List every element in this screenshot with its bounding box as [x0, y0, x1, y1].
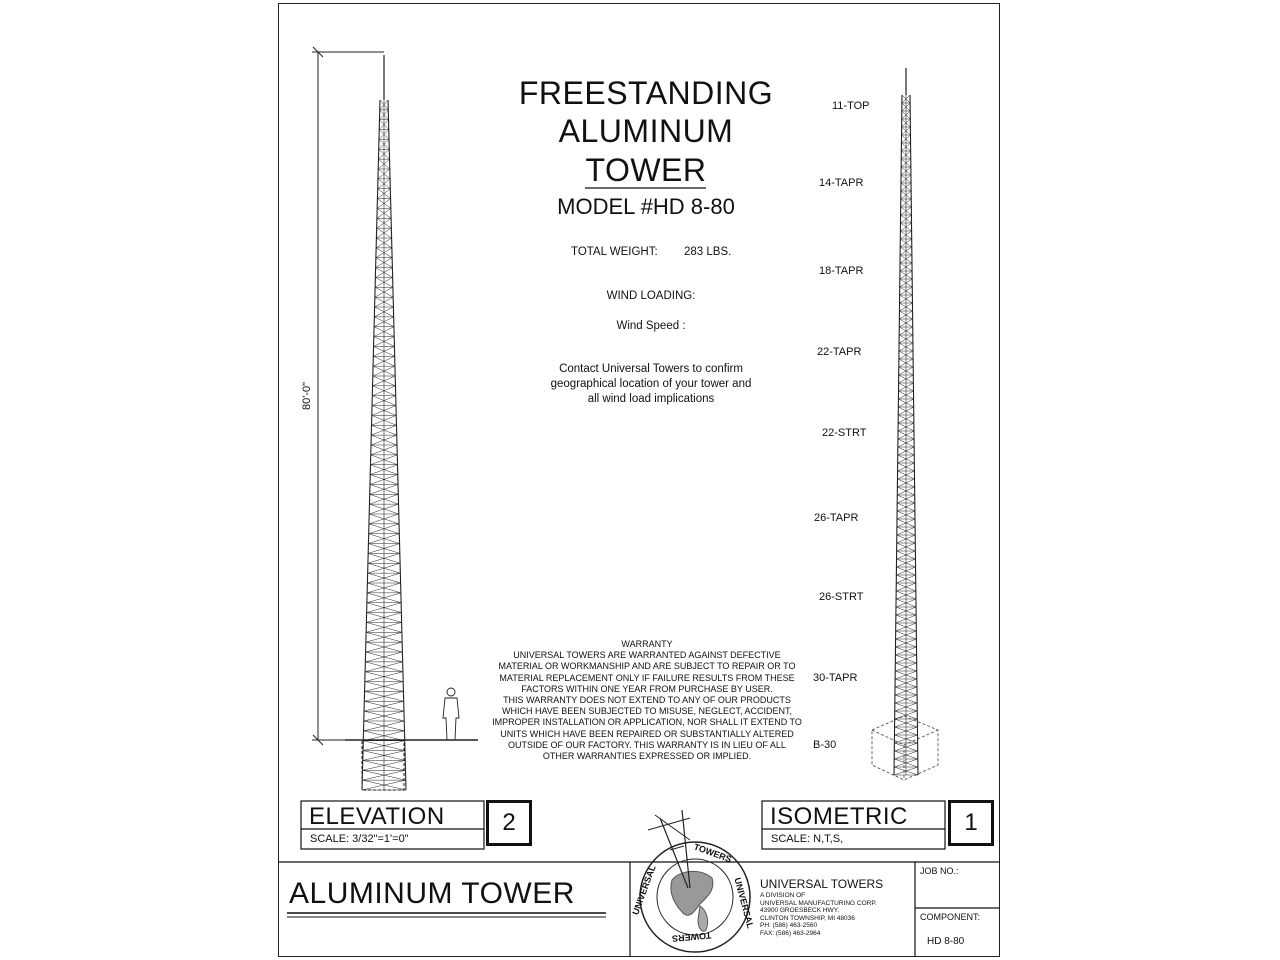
warranty-line: IMPROPER INSTALLATION OR APPLICATION, NOR SHALL IT EXTEND TO: [492, 717, 802, 728]
title-line-1: FREESTANDING: [518, 75, 774, 111]
drawing-title: ALUMINUM TOWER: [289, 877, 575, 910]
section-label: 26-STRT: [819, 591, 864, 603]
contact-line-1: Contact Universal Towers to confirm: [559, 363, 743, 375]
section-label: B-30: [813, 739, 837, 751]
elevation-scale: SCALE: 3/32"=1'=0": [310, 833, 409, 845]
weight-label: TOTAL WEIGHT:: [571, 246, 658, 258]
section-label: 30-TAPR: [813, 672, 858, 684]
elevation-view-number: 2: [486, 800, 532, 846]
wind-loading-label: WIND LOADING:: [606, 290, 696, 302]
warranty-line: OUTSIDE OF OUR FACTORY. THIS WARRANTY IS IN LIEU OF ALL: [508, 739, 786, 750]
logo-text-left: UNIVERSAL: [630, 863, 658, 917]
section-label: 11-TOP: [832, 100, 870, 112]
logo-text-top: TOWERS: [692, 841, 733, 865]
title-line-3: TOWER: [585, 152, 707, 188]
address-line-2: CLINTON TOWNSHIP, MI 48036: [760, 914, 855, 922]
isometric-title: ISOMETRIC: [770, 803, 908, 830]
contact-line-3: all wind load implications: [587, 393, 715, 405]
warranty-line: WHICH HAVE BEEN SUBJECTED TO MISUSE, NEGLECT, ACCIDENT,: [501, 706, 793, 717]
isometric-view-number: 1: [948, 800, 994, 846]
elevation-tower: [362, 55, 406, 790]
warranty-line: UNITS WHICH HAVE BEEN REPAIRED OR SUBSTANTIALLY ALTERED: [500, 728, 794, 739]
component-label: COMPONENT:: [920, 912, 981, 922]
company-name: UNIVERSAL TOWERS: [760, 877, 884, 891]
warranty-block: [482, 639, 812, 762]
contact-line-2: geographical location of your tower and: [550, 378, 752, 390]
elevation-title: ELEVATION: [309, 803, 445, 830]
warranty-line: THIS WARRANTY DOES NOT EXTEND TO ANY OF OUR PRODUCTS: [503, 695, 791, 706]
component-value: HD 8-80: [927, 936, 965, 947]
section-label: 22-STRT: [822, 427, 867, 439]
division-label: A DIVISION OF: [760, 892, 806, 899]
section-label: 22-TAPR: [817, 346, 862, 358]
job-number-label: JOB NO.:: [920, 866, 959, 876]
warranty-line: OTHER WARRANTIES EXPRESSED OR IMPLIED.: [542, 751, 752, 762]
section-label: 18-TAPR: [819, 265, 864, 277]
fax-number: FAX: (586) 463-2964: [760, 929, 821, 937]
warranty-line: UNIVERSAL TOWERS ARE WARRANTED AGAINST DEFECTIVE: [513, 650, 781, 661]
parent-company: UNIVERSAL MANUFACTURING CORP.: [760, 899, 877, 907]
warranty-line: MATERIAL REPLACEMENT ONLY IF FAILURE RESULTS FROM THESE: [499, 672, 795, 683]
warranty-line: MATERIAL OR WORKMANSHIP AND ARE SUBJECT TO REPAIR OR TO: [498, 661, 796, 672]
section-label: 14-TAPR: [819, 177, 864, 189]
warranty-line: FACTORS WITHIN ONE YEAR FROM PURCHASE BY USER.: [521, 683, 773, 694]
wind-speed-label: Wind Speed :: [616, 320, 686, 332]
address-line-1: 43900 GROESBECK HWY.: [760, 907, 839, 914]
isometric-tower: [894, 68, 918, 775]
section-label: 26-TAPR: [814, 512, 859, 524]
model-number: MODEL #HD 8-80: [557, 194, 735, 219]
warranty-heading: WARRANTY: [621, 639, 673, 649]
company-division: [760, 892, 877, 937]
isometric-scale: SCALE: N,T,S,: [771, 833, 844, 845]
logo-text-bottom: TOWERS: [671, 930, 712, 944]
title-line-2: ALUMINUM: [558, 113, 734, 149]
logo-text-right: UNIVERSAL: [732, 876, 756, 930]
weight-value: 283 LBS.: [684, 246, 732, 258]
height-dimension-label: 80'-0": [301, 381, 314, 411]
phone-number: PH: (586) 463-2560: [760, 922, 818, 929]
person-scale-figure: [443, 688, 459, 740]
